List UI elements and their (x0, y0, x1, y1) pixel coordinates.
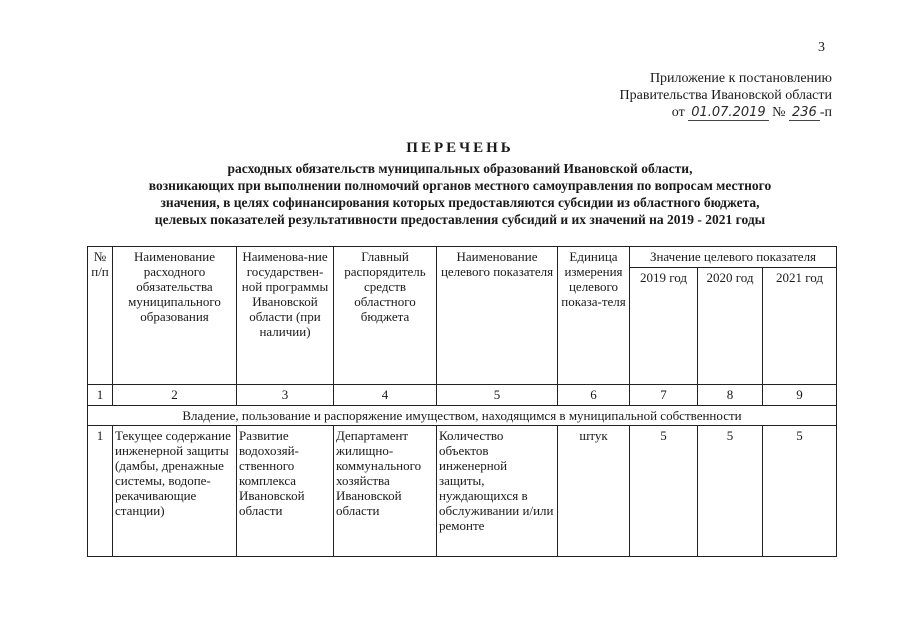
row-num: 1 (88, 426, 113, 557)
column-number: 5 (437, 385, 558, 406)
approval-line-2: Правительства Ивановской области (619, 88, 832, 103)
header-program: Наименова-ние государствен-ной программы Ивановской области (при наличии) (237, 247, 334, 385)
row-administrator: Департамент жилищно-коммунального хозяйства Ивановской области (334, 426, 437, 557)
approval-date: 01.07.2019 (688, 105, 768, 121)
column-number: 6 (558, 385, 630, 406)
header-value-group: Значение целевого показателя (630, 247, 837, 268)
column-number: 4 (334, 385, 437, 406)
row-program: Развитие водохозяй-ственного комплекса Ивановской области (237, 426, 334, 557)
subtitle-line-3: значения, в целях софинансирования которых предоставляются субсидии из областного бюджета, (160, 195, 760, 210)
approval-number-suffix: -п (819, 105, 832, 120)
approval-line-1: Приложение к постановлению (649, 71, 832, 86)
row-unit: штук (558, 426, 630, 557)
row-indicator: Количество объектов инженерной защиты, нуждающихся в обслуживании и/или ремонте (437, 426, 558, 557)
header-year-2020: 2020 год (698, 268, 763, 385)
header-indicator: Наименование целевого показателя (437, 247, 558, 385)
header-administrator: Главный распорядитель средств областного бюджета (334, 247, 437, 385)
row-obligation: Текущее содержание инженерной защиты (дамбы, дренажные системы, водопе-рекачивающие станции) (113, 426, 237, 557)
column-number: 7 (630, 385, 698, 406)
approval-line-3 (620, 104, 832, 121)
header-year-2021: 2021 год (763, 268, 837, 385)
perechen-table (87, 246, 837, 557)
column-number: 3 (237, 385, 334, 406)
column-numbers-row (88, 385, 837, 406)
document-title: ПЕРЕЧЕНЬ (406, 140, 514, 156)
header-unit: Единица измерения целевого показа-теля (558, 247, 630, 385)
title-block (110, 140, 810, 228)
approval-number-label: № (772, 105, 786, 120)
header-row (88, 247, 837, 268)
header-year-2019: 2019 год (630, 268, 698, 385)
approval-number: 236 (789, 105, 820, 121)
page-number: 3 (818, 40, 825, 55)
approval-from-label: от (671, 105, 685, 120)
row-value-2019: 5 (630, 426, 698, 557)
column-number: 9 (763, 385, 837, 406)
subtitle-line-2: возникающих при выполнении полномочий органов местного самоуправления по вопросам местного (148, 178, 772, 193)
column-number: 1 (88, 385, 113, 406)
row-value-2021: 5 (763, 426, 837, 557)
column-number: 8 (698, 385, 763, 406)
table-row (88, 426, 837, 557)
header-num: № п/п (88, 247, 113, 385)
row-value-2020: 5 (698, 426, 763, 557)
section-title: Владение, пользование и распоряжение имуществом, находящимся в муниципальной собственности (88, 406, 837, 426)
section-row (88, 406, 837, 426)
header-obligation: Наименование расходного обязательства муниципального образования (113, 247, 237, 385)
approval-block (620, 70, 832, 121)
column-number: 2 (113, 385, 237, 406)
subtitle-line-4: целевых показателей результативности предоставления субсидий и их значений на 2019 - 2021 годы (154, 212, 766, 227)
subtitle-line-1: расходных обязательств муниципальных образований Ивановской области, (227, 161, 693, 176)
